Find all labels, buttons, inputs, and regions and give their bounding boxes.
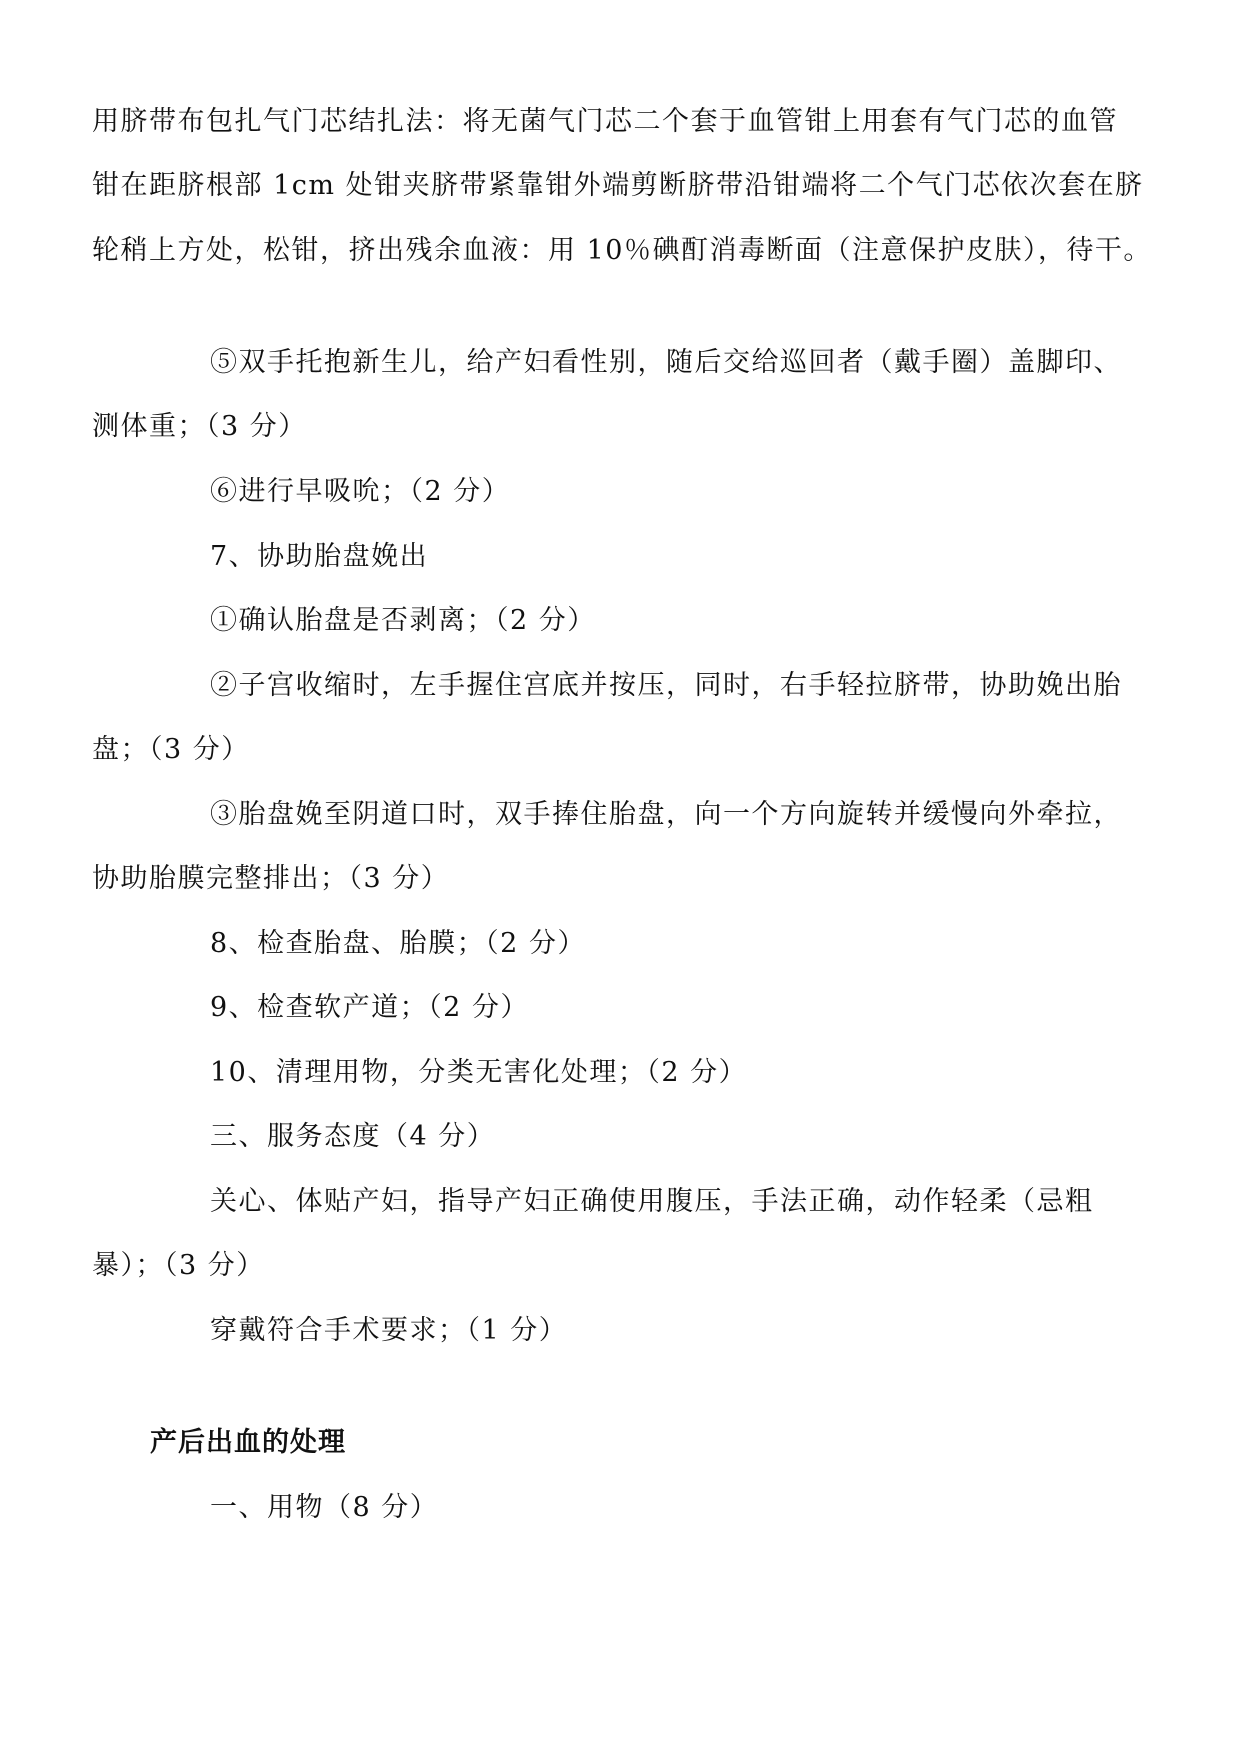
paragraph-line: ⑤双手托抱新生儿，给产妇看性别，随后交给巡回者（戴手圈）盖脚印、	[210, 347, 1122, 378]
paragraph-line: ③胎盘娩至阴道口时，双手捧住胎盘，向一个方向旋转并缓慢向外牵拉，	[210, 799, 1122, 830]
paragraph-line: ①确认胎盘是否剥离；（2 分）	[210, 605, 596, 636]
paragraph-line: 用脐带布包扎气门芯结扎法：将无菌气门芯二个套于血管钳上用套有气门芯的血管	[92, 106, 1118, 137]
paragraph-line: 盘；（3 分）	[92, 734, 250, 765]
paragraph-line: 暴）；（3 分）	[92, 1250, 265, 1281]
paragraph-line: 9、检查软产道；（2 分）	[210, 992, 529, 1023]
paragraph-line: 轮稍上方处，松钳，挤出残余血液：用 10％碘酊消毒断面（注意保护皮肤），待干。	[92, 235, 1152, 266]
paragraph-line: 关心、体贴产妇，指导产妇正确使用腹压，手法正确，动作轻柔（忌粗	[210, 1186, 1094, 1217]
section-item: 一、用物（8 分）	[210, 1492, 439, 1523]
section-heading: 产后出血的处理	[150, 1427, 346, 1458]
paragraph-line: 钳在距脐根部 1cm 处钳夹脐带紧靠钳外端剪断脐带沿钳端将二个气门芯依次套在脐	[92, 170, 1144, 201]
paragraph-line: 穿戴符合手术要求；（1 分）	[210, 1315, 568, 1346]
paragraph-line: 协助胎膜完整排出；（3 分）	[92, 863, 450, 894]
paragraph-line: 三、服务态度（4 分）	[210, 1121, 496, 1152]
paragraph-line: 10、清理用物，分类无害化处理；（2 分）	[210, 1057, 748, 1088]
paragraph-line: ②子宫收缩时，左手握住宫底并按压，同时，右手轻拉脐带，协助娩出胎	[210, 670, 1122, 701]
paragraph-line: ⑥进行早吸吮；（2 分）	[210, 476, 511, 507]
paragraph-line: 8、检查胎盘、胎膜；（2 分）	[210, 928, 586, 959]
paragraph-line: 7、协助胎盘娩出	[210, 541, 429, 572]
paragraph-line: 测体重；（3 分）	[92, 411, 307, 442]
